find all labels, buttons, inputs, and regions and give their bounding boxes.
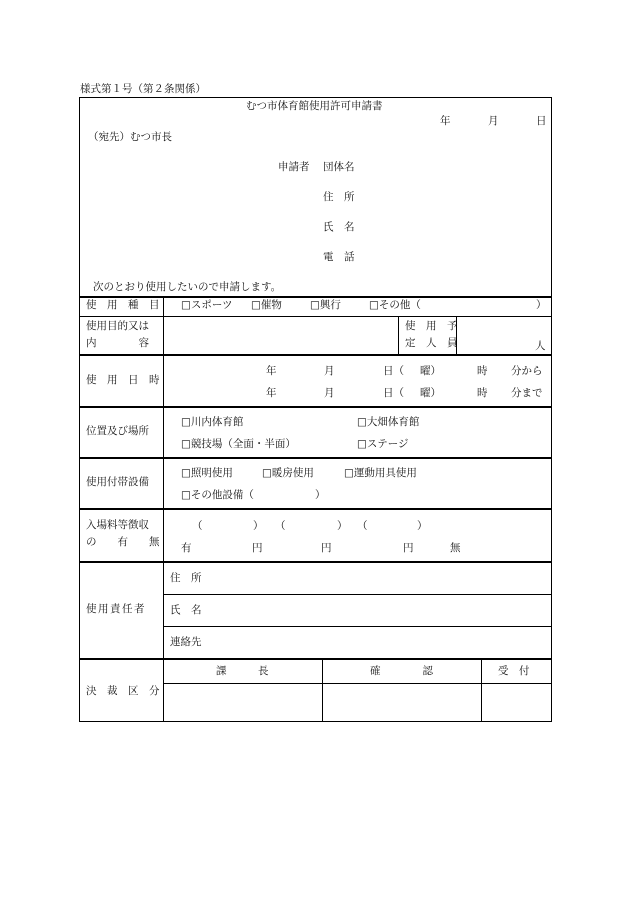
location-option-arena[interactable]: □競技場（全面・半面） (181, 438, 296, 450)
fee-no[interactable]: 無 (450, 542, 461, 554)
applicant-phone-label: 電 話 (323, 251, 355, 263)
date-day: 日 (536, 115, 547, 127)
end-day: 日（ (383, 387, 404, 399)
fee-paren-close: ） (253, 520, 264, 532)
row-divider (79, 561, 552, 563)
fee-yen: 円 (252, 542, 263, 554)
fee-yes[interactable]: 有 (181, 542, 192, 554)
end-month: 月 (324, 387, 335, 399)
fee-yen: 円 (321, 542, 332, 554)
expected-count-label-line1: 使 用 予 (405, 320, 458, 332)
form-title: むつ市体育館使用許可申請書 (246, 100, 383, 112)
form-frame (79, 97, 552, 722)
end-minute: 分まで (511, 387, 543, 399)
start-month: 月 (324, 365, 335, 377)
location-option-ohata[interactable]: □大畑体育館 (357, 416, 420, 428)
equipment-option-lighting[interactable]: □照明使用 (181, 467, 233, 479)
expected-count-label-line2: 定 人 員 (405, 337, 458, 349)
usage-type-close: ） (536, 299, 547, 311)
start-year: 年 (266, 365, 277, 377)
applicant-label: 申請者 (278, 161, 310, 173)
row-divider (79, 508, 552, 510)
datetime-label: 使 用 日 時 (86, 374, 160, 386)
date-year: 年 (440, 115, 451, 127)
request-text: 次のとおり使用したいので申請します。 (93, 281, 282, 293)
equipment-label: 使用付帯設備 (86, 476, 149, 488)
addressee: （宛先）むつ市長 (88, 131, 172, 143)
start-minute: 分から (511, 365, 543, 377)
location-label: 位置及び場所 (86, 425, 149, 437)
form-number: 様式第１号（第２条関係） (80, 83, 206, 95)
responsible-label: 使用責任者 (86, 603, 146, 615)
row-divider (163, 626, 552, 627)
fee-paren-close: ） (417, 520, 428, 532)
row-divider (79, 296, 552, 298)
location-option-kawauchi[interactable]: □川内体育館 (181, 416, 244, 428)
applicant-name-label: 氏 名 (323, 221, 355, 233)
approval-chief: 課 長 (216, 665, 269, 677)
start-day: 日（ (383, 365, 404, 377)
fee-paren-open: （ (192, 520, 203, 532)
fee-paren-open: （ (357, 520, 368, 532)
expected-count-unit: 人 (535, 340, 546, 352)
usage-type-option-show[interactable]: □興行 (310, 299, 341, 311)
row-divider (163, 594, 552, 595)
equipment-option-heating[interactable]: □暖房使用 (262, 467, 314, 479)
approval-divider (322, 658, 323, 722)
usage-type-option-other[interactable]: □その他（ (369, 299, 421, 311)
purpose-count-divider (398, 316, 399, 354)
row-divider (79, 316, 552, 317)
usage-type-option-event[interactable]: □催物 (251, 299, 282, 311)
purpose-label-line2: 内 容 (86, 337, 149, 349)
end-weekday: 曜） (420, 387, 441, 399)
fee-yen: 円 (403, 542, 414, 554)
row-divider (79, 406, 552, 408)
row-divider (79, 354, 552, 356)
label-column-divider (163, 296, 164, 722)
end-year: 年 (266, 387, 277, 399)
fee-label-line1: 入場料等徴収 (86, 519, 149, 531)
usage-type-label: 使 用 種 目 (86, 299, 160, 311)
equipment-option-other[interactable]: □その他設備（ (181, 489, 254, 501)
fee-paren-close: ） (337, 520, 348, 532)
date-month: 月 (488, 115, 499, 127)
approval-confirm: 確 認 (370, 665, 433, 677)
applicant-org-label: 団体名 (323, 161, 355, 173)
row-divider (163, 683, 552, 684)
approval-label: 決 裁 区 分 (86, 685, 160, 697)
usage-type-option-sports[interactable]: □スポーツ (181, 299, 233, 311)
approval-receipt: 受 付 (498, 665, 530, 677)
row-divider (79, 457, 552, 459)
approval-divider (481, 658, 482, 722)
equipment-close: ） (315, 489, 326, 501)
responsible-name-label: 氏 名 (170, 604, 202, 616)
fee-paren-open: （ (275, 520, 286, 532)
location-option-stage[interactable]: □ステージ (357, 438, 409, 450)
start-hour: 時 (477, 365, 488, 377)
end-hour: 時 (477, 387, 488, 399)
equipment-option-sports-gear[interactable]: □運動用具使用 (344, 467, 417, 479)
applicant-address-label: 住 所 (323, 191, 355, 203)
responsible-contact-label: 連絡先 (170, 636, 202, 648)
purpose-label-line1: 使用目的又は (86, 320, 149, 332)
fee-label-line2: の 有 無 (86, 536, 160, 548)
start-weekday: 曜） (420, 365, 441, 377)
responsible-address-label: 住 所 (170, 572, 202, 584)
